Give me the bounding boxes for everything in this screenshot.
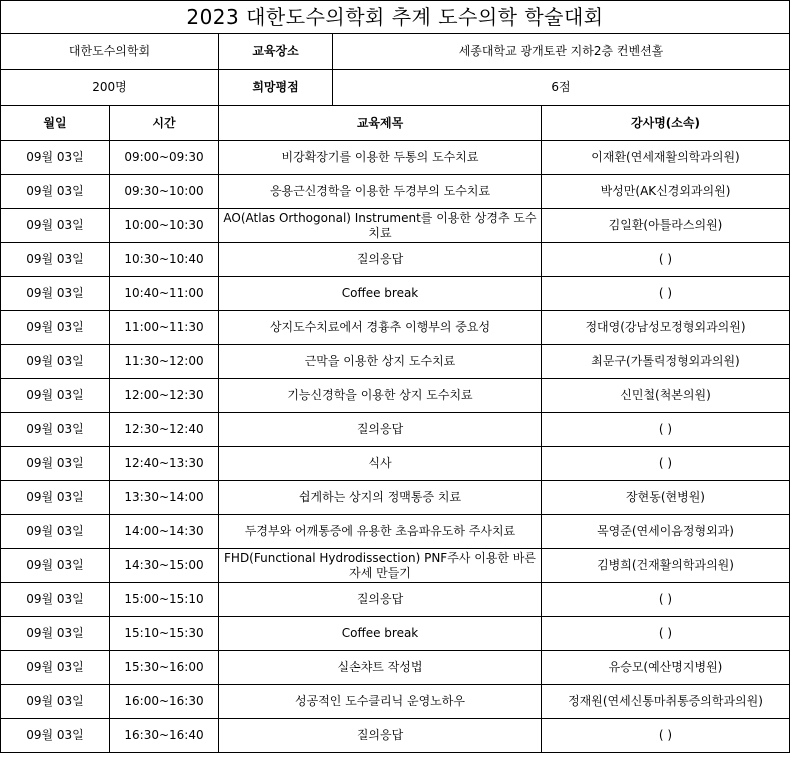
row-topic: 비강확장기를 이용한 두통의 도수치료 [219,141,542,175]
info-row-venue [1,34,790,70]
title-row [1,1,790,34]
header-time: 시간 [110,106,219,141]
row-topic: Coffee break [219,617,542,651]
row-date: 09월 03일 [1,651,110,685]
table-row [1,651,790,685]
row-topic: 두경부와 어깨통증에 유용한 초음파유도하 주사치료 [219,515,542,549]
row-topic: 성공적인 도수클리닉 운영노하우 [219,685,542,719]
row-topic: 상지도수치료에서 경흉추 이행부의 중요성 [219,311,542,345]
row-date: 09월 03일 [1,175,110,209]
table-row [1,277,790,311]
row-speaker: 목영준(연세이음정형외과) [542,515,790,549]
row-time: 11:30~12:00 [110,345,219,379]
table-row [1,345,790,379]
table-row [1,719,790,753]
row-speaker: ( ) [542,243,790,277]
row-topic: 질의응답 [219,719,542,753]
row-date: 09월 03일 [1,515,110,549]
header-date: 월일 [1,106,110,141]
table-row [1,583,790,617]
row-time: 14:00~14:30 [110,515,219,549]
row-time: 12:30~12:40 [110,413,219,447]
row-topic: 응용근신경학을 이용한 두경부의 도수치료 [219,175,542,209]
row-speaker: 장현동(현병원) [542,481,790,515]
row-date: 09월 03일 [1,549,110,583]
row-time: 15:10~15:30 [110,617,219,651]
row-date: 09월 03일 [1,617,110,651]
table-row [1,549,790,583]
capacity-value: 200명 [1,70,219,106]
row-topic: 질의응답 [219,243,542,277]
row-topic: 기능신경학을 이용한 상지 도수치료 [219,379,542,413]
row-time: 16:30~16:40 [110,719,219,753]
row-time: 15:00~15:10 [110,583,219,617]
table-row [1,481,790,515]
row-topic: 근막을 이용한 상지 도수치료 [219,345,542,379]
row-time: 09:30~10:00 [110,175,219,209]
organizer-name: 대한도수의학회 [1,34,219,70]
table-header-row [1,106,790,141]
table-row [1,685,790,719]
venue-label: 교육장소 [219,34,333,70]
row-date: 09월 03일 [1,719,110,753]
row-speaker: ( ) [542,413,790,447]
row-topic: 식사 [219,447,542,481]
row-date: 09월 03일 [1,209,110,243]
row-speaker: 최문구(가톨릭정형외과의원) [542,345,790,379]
row-speaker: 유승모(예산명지병원) [542,651,790,685]
row-date: 09월 03일 [1,583,110,617]
row-speaker: ( ) [542,277,790,311]
table-row [1,243,790,277]
header-speaker: 강사명(소속) [542,106,790,141]
points-label: 희망평점 [219,70,333,106]
row-topic: 실손챠트 작성법 [219,651,542,685]
row-date: 09월 03일 [1,481,110,515]
row-speaker: 정대영(강남성모정형외과의원) [542,311,790,345]
row-date: 09월 03일 [1,379,110,413]
row-speaker: ( ) [542,617,790,651]
row-speaker: 김병희(건재활의학과의원) [542,549,790,583]
row-time: 11:00~11:30 [110,311,219,345]
row-time: 12:00~12:30 [110,379,219,413]
row-time: 14:30~15:00 [110,549,219,583]
header-topic: 교육제목 [219,106,542,141]
row-date: 09월 03일 [1,277,110,311]
row-topic: 쉽게하는 상지의 정맥통증 치료 [219,481,542,515]
row-speaker: 이재환(연세재활의학과의원) [542,141,790,175]
table-row [1,617,790,651]
row-topic: Coffee break [219,277,542,311]
row-speaker: 박성만(AK신경외과의원) [542,175,790,209]
row-time: 10:40~11:00 [110,277,219,311]
table-row [1,175,790,209]
points-value: 6점 [333,70,790,106]
table-row [1,209,790,243]
row-date: 09월 03일 [1,345,110,379]
row-time: 09:00~09:30 [110,141,219,175]
row-time: 16:00~16:30 [110,685,219,719]
row-date: 09월 03일 [1,243,110,277]
row-topic: 질의응답 [219,583,542,617]
row-date: 09월 03일 [1,413,110,447]
row-topic: FHD(Functional Hydrodissection) PNF주사 이용한 바른자세 만들기 [219,549,542,583]
venue-value: 세종대학교 광개토관 지하2층 컨벤션홀 [333,34,790,70]
row-topic: 질의응답 [219,413,542,447]
row-topic: AO(Atlas Orthogonal) Instrument를 이용한 상경추 도수치료 [219,209,542,243]
row-date: 09월 03일 [1,311,110,345]
row-speaker: ( ) [542,583,790,617]
table-row [1,515,790,549]
row-date: 09월 03일 [1,447,110,481]
row-speaker: 김일환(아틀라스의원) [542,209,790,243]
row-speaker: ( ) [542,719,790,753]
row-speaker: 신민철(척본의원) [542,379,790,413]
table-row [1,311,790,345]
table-row [1,413,790,447]
row-time: 10:00~10:30 [110,209,219,243]
table-row [1,447,790,481]
page-title: 2023 대한도수의학회 추계 도수의학 학술대회 [1,1,790,34]
row-speaker: ( ) [542,447,790,481]
table-row [1,141,790,175]
row-date: 09월 03일 [1,685,110,719]
row-time: 10:30~10:40 [110,243,219,277]
table-row [1,379,790,413]
row-time: 12:40~13:30 [110,447,219,481]
row-time: 13:30~14:00 [110,481,219,515]
row-date: 09월 03일 [1,141,110,175]
row-speaker: 정재원(연세신통마취통증의학과의원) [542,685,790,719]
info-row-points [1,70,790,106]
row-time: 15:30~16:00 [110,651,219,685]
